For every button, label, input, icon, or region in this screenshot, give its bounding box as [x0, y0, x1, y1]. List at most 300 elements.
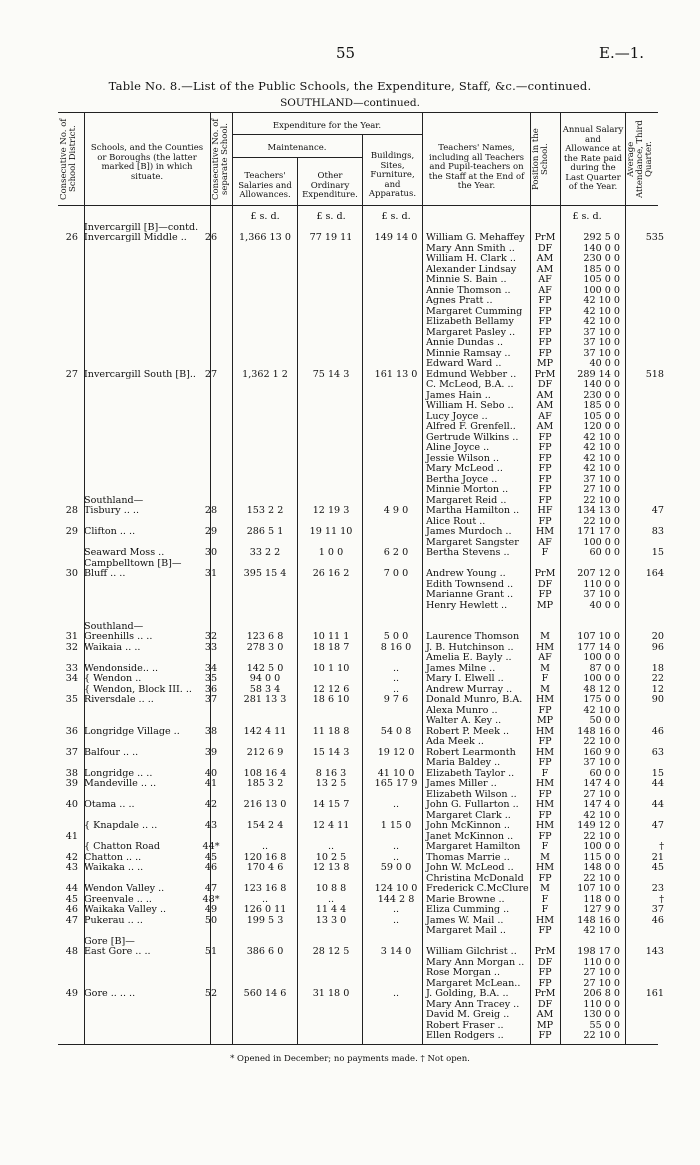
- position: MP: [536, 599, 554, 611]
- school-district-no: 31: [65, 631, 78, 642]
- teacher-name: Robert Learmonth: [426, 746, 516, 758]
- annual-salary: 134 13 0: [577, 505, 620, 516]
- col-head-school: Schools, and the Counties or Boroughs (the latter marked [B]) in which situate.: [90, 143, 204, 182]
- annual-salary: 148 16 0: [577, 914, 620, 926]
- annual-salary: 171 17 0: [577, 526, 620, 537]
- teacher-name: James Milne ..: [426, 662, 496, 674]
- position: FP: [538, 788, 552, 800]
- teacher-name: Jessie Wilson ..: [426, 452, 500, 464]
- annual-salary: 130 0 0: [583, 1009, 620, 1020]
- position: HM: [535, 778, 555, 789]
- teacher-name: Frederick C.McClure: [426, 883, 529, 894]
- teacher-name: Margaret Clark ..: [426, 809, 511, 821]
- teacher-name: Mary Ann Tracey ..: [426, 998, 520, 1010]
- other-expenditure: 12 12 6: [312, 683, 350, 695]
- sal-unit: £ s. d.: [250, 211, 280, 222]
- position: HM: [535, 526, 555, 537]
- teacher-name: Lucy Joyce ..: [426, 410, 488, 422]
- position: HM: [535, 725, 555, 737]
- salaries-amount: 560 14 6: [243, 988, 287, 999]
- salaries-amount: 123 16 8: [243, 883, 287, 894]
- buildings-amount: ..: [392, 914, 400, 926]
- teacher-name: Robert Fraser ..: [426, 1019, 504, 1031]
- teacher-name: Alexa Munro ..: [426, 704, 498, 716]
- teacher-name: Janet McKinnon ..: [426, 830, 514, 842]
- school-name: Wendon Valley ..: [84, 883, 165, 894]
- teacher-name: Mary Ann Morgan ..: [426, 956, 525, 968]
- other-expenditure: 11 4 4: [315, 904, 347, 915]
- other-expenditure: 26 16 2: [312, 568, 350, 579]
- oth-unit: £ s. d.: [316, 211, 346, 222]
- position: FP: [538, 515, 552, 527]
- attendance: 46: [651, 914, 664, 926]
- annual-salary: 42 10 0: [583, 442, 620, 453]
- buildings-amount: 54 0 8: [380, 725, 412, 737]
- school-district-no: 43: [65, 862, 78, 873]
- school-district-no: 39: [65, 778, 78, 789]
- attendance: 164: [645, 568, 664, 579]
- position: FP: [538, 347, 552, 359]
- salaries-amount: 1,366 13 0: [239, 232, 291, 243]
- school-name: Riversdale .. ..: [84, 694, 154, 705]
- attendance: 20: [651, 631, 664, 642]
- position: PrM: [534, 946, 556, 957]
- annual-salary: 198 17 0: [577, 946, 620, 957]
- annual-salary: 100 0 0: [583, 284, 620, 296]
- other-expenditure: 13 2 5: [315, 778, 347, 789]
- teacher-name: Ada Meek ..: [426, 736, 484, 747]
- teacher-name: Amelia E. Bayly ..: [426, 652, 512, 663]
- annual-salary: 148 16 0: [577, 725, 620, 737]
- salaries-amount: 94 0 0: [249, 673, 281, 684]
- salaries-amount: 33 2 2: [249, 547, 281, 558]
- col-rule: [625, 112, 626, 1044]
- teacher-name: Alfred F. Grenfell..: [426, 421, 516, 432]
- attendance: 47: [651, 820, 664, 831]
- separate-school-no: 48*: [202, 893, 220, 905]
- position: AM: [536, 253, 554, 264]
- school-name: Tisbury .. ..: [84, 505, 140, 516]
- teacher-name: John W. McLeod ..: [426, 862, 514, 873]
- school-district-no: 33: [65, 662, 78, 674]
- col-head-district-no: Consecutive No. of School District.: [59, 118, 78, 200]
- buildings-amount: 41 10 0: [377, 767, 415, 779]
- position: M: [540, 662, 550, 674]
- annual-salary: 50 0 0: [589, 715, 620, 726]
- school-name: Longridge Village ..: [84, 725, 180, 737]
- attendance: 15: [651, 547, 664, 558]
- school-name: Southland—: [84, 620, 144, 632]
- attendance: 37: [651, 904, 664, 915]
- annual-salary: 55 0 0: [589, 1019, 620, 1031]
- annual-salary: 107 10 0: [577, 883, 620, 894]
- school-district-no: 32: [65, 641, 78, 653]
- school-district-no: 28: [65, 505, 78, 516]
- col-head-buildings: Buildings, Sites, Furniture, and Apparatus.: [368, 151, 417, 199]
- annual-salary: 42 10 0: [583, 463, 620, 474]
- school-name: Invercargill [B]—contd.: [84, 221, 199, 233]
- position: FP: [538, 967, 552, 978]
- separate-school-no: 29: [204, 526, 218, 537]
- teacher-name: Agnes Pratt ..: [426, 295, 493, 306]
- attendance: 21: [651, 851, 664, 863]
- annual-salary: 147 4 0: [583, 778, 620, 789]
- other-expenditure: 11 18 8: [312, 725, 350, 737]
- teacher-name: Andrew Young ..: [426, 568, 506, 579]
- teacher-name: Ellen Rodgers ..: [426, 1030, 504, 1041]
- attendance: 12: [651, 683, 664, 695]
- attendance: 63: [651, 746, 664, 758]
- annual-salary: 105 0 0: [583, 274, 620, 285]
- school-name: Bluff .. ..: [84, 568, 126, 579]
- attendance: 143: [645, 946, 664, 957]
- buildings-amount: 4 9 0: [383, 505, 409, 516]
- other-expenditure: ..: [327, 893, 335, 905]
- teacher-name: Annie Thomson ..: [426, 284, 511, 296]
- school-name: Pukerau .. ..: [84, 914, 143, 926]
- buildings-amount: 1 15 0: [380, 820, 412, 831]
- separate-school-no: 35: [204, 673, 218, 684]
- annual-salary: 110 0 0: [583, 998, 620, 1010]
- salaries-amount: 58 3 4: [249, 683, 281, 695]
- annual-salary: 175 0 0: [583, 694, 620, 705]
- position: FP: [538, 316, 552, 327]
- annual-salary: 100 0 0: [583, 673, 620, 684]
- separate-school-no: 47: [204, 883, 218, 894]
- annual-salary: 48 12 0: [583, 683, 620, 695]
- separate-school-no: 39: [204, 746, 218, 758]
- teacher-name: C. McLeod, B.A. ..: [426, 379, 514, 390]
- salaries-amount: 395 15 4: [243, 568, 287, 579]
- position: PrM: [534, 988, 556, 999]
- school-district-no: 46: [65, 904, 78, 915]
- position: AM: [536, 1009, 554, 1020]
- separate-school-no: 26: [204, 232, 218, 243]
- col-head-salaries: Teachers' Salaries and Allowances.: [238, 171, 292, 200]
- separate-school-no: 34: [204, 662, 218, 674]
- other-expenditure: 31 18 0: [312, 988, 350, 999]
- position: MP: [536, 715, 554, 726]
- annual-salary: 60 0 0: [589, 547, 620, 558]
- table-subtitle: SOUTHLAND—continued.: [280, 97, 420, 109]
- annual-salary: 289 14 0: [577, 368, 620, 380]
- page-number: 55: [336, 44, 356, 62]
- school-name: { Knapdale .. ..: [84, 820, 158, 831]
- position: PrM: [534, 232, 556, 243]
- attendance: 46: [651, 725, 664, 737]
- annual-salary: 160 9 0: [583, 746, 620, 758]
- school-district-no: 40: [65, 799, 78, 810]
- position: MP: [536, 1019, 554, 1031]
- position: FP: [538, 757, 552, 768]
- teacher-name: Christina McDonald: [426, 872, 524, 884]
- teacher-name: Eliza Cumming ..: [426, 904, 510, 915]
- teacher-name: Elizabeth Bellamy: [426, 316, 514, 327]
- annual-salary: 22 10 0: [583, 1030, 620, 1041]
- position: FP: [538, 1030, 552, 1041]
- footnote: * Opened in December; no payments made. † Not open.: [230, 1054, 470, 1064]
- position: FP: [538, 442, 552, 453]
- teacher-name: Maria Baldey ..: [426, 757, 501, 768]
- separate-school-no: 38: [204, 725, 218, 737]
- table-title: Table No. 8.—List of the Public Schools, the Expenditure, Staff, &c.—continued.: [108, 79, 592, 93]
- teacher-name: William Gilchrist ..: [426, 946, 517, 957]
- position: FP: [538, 484, 552, 495]
- school-name: Invercargill South [B]..: [84, 368, 196, 380]
- other-expenditure: 75 14 3: [312, 368, 350, 380]
- col-head-maintenance: Maintenance.: [267, 143, 327, 153]
- page-reference: E.—1.: [599, 44, 645, 62]
- attendance: 22: [651, 673, 664, 684]
- other-expenditure: 10 1 10: [312, 662, 350, 674]
- teacher-name: James Hain ..: [426, 389, 491, 401]
- col-rule: [560, 112, 561, 1044]
- teacher-name: Robert P. Meek ..: [426, 725, 510, 737]
- teacher-name: Minnie Morton ..: [426, 484, 509, 495]
- header-top-rule: [58, 112, 658, 113]
- attendance: 83: [651, 526, 664, 537]
- separate-school-no: 41: [204, 778, 218, 789]
- salaries-amount: 281 13 3: [243, 694, 287, 705]
- annual-salary: 40 0 0: [589, 358, 620, 369]
- teacher-name: Edith Townsend ..: [426, 578, 514, 590]
- position: DF: [537, 956, 553, 968]
- buildings-amount: 19 12 0: [377, 746, 415, 758]
- annual-salary: 42 10 0: [583, 305, 620, 317]
- attendance: 96: [651, 641, 664, 653]
- position: AM: [536, 263, 554, 275]
- annual-salary: 37 10 0: [583, 347, 620, 359]
- annual-salary: 127 9 0: [583, 904, 620, 915]
- position: F: [541, 904, 549, 915]
- salaries-amount: 278 3 0: [246, 641, 284, 653]
- position: HM: [535, 914, 555, 926]
- other-expenditure: 19 11 10: [309, 526, 353, 537]
- annual-salary: 110 0 0: [583, 578, 620, 590]
- annual-salary: 22 10 0: [583, 515, 620, 527]
- separate-school-no: 33: [204, 641, 218, 653]
- salaries-amount: 120 16 8: [243, 851, 287, 863]
- buildings-amount: 3 14 0: [380, 946, 412, 957]
- buildings-amount: ..: [392, 841, 400, 852]
- position: DF: [537, 379, 553, 390]
- position: FP: [538, 830, 552, 842]
- salaries-amount: 142 5 0: [246, 662, 284, 674]
- position: M: [540, 883, 550, 894]
- position: PrM: [534, 368, 556, 380]
- teacher-name: Donald Munro, B.A.: [426, 694, 523, 705]
- annual-salary: 42 10 0: [583, 704, 620, 716]
- teacher-name: Margaret Cumming: [426, 305, 523, 317]
- position: F: [541, 841, 549, 852]
- school-name: Greenhills .. ..: [84, 631, 153, 642]
- position: AF: [538, 536, 552, 548]
- salaries-amount: 216 13 0: [243, 799, 287, 810]
- school-name: Wendonside.. ..: [84, 662, 159, 674]
- school-name: Waikaka .. ..: [84, 862, 144, 873]
- teacher-name: Mary I. Elwell ..: [426, 673, 504, 684]
- buildings-amount: 124 10 0: [374, 883, 418, 894]
- teacher-name: Edward Ward ..: [426, 358, 502, 369]
- school-name: Southland—: [84, 494, 144, 506]
- other-expenditure: 18 18 7: [312, 641, 350, 653]
- position: AF: [538, 284, 552, 296]
- annual-salary: 37 10 0: [583, 473, 620, 485]
- annual-salary: 22 10 0: [583, 830, 620, 842]
- annual-salary: 149 12 0: [577, 820, 620, 831]
- position: FP: [538, 295, 552, 306]
- salaries-amount: 123 6 8: [246, 631, 284, 642]
- position: FP: [538, 337, 552, 348]
- buildings-amount: ..: [392, 683, 400, 695]
- attendance: 44: [651, 778, 664, 789]
- other-expenditure: 77 19 11: [309, 232, 353, 243]
- position: AM: [536, 389, 554, 401]
- school-name: Gore .. .. ..: [84, 988, 136, 999]
- position: FP: [538, 326, 552, 338]
- position: M: [540, 851, 550, 863]
- teacher-name: Minnie S. Bain ..: [426, 274, 507, 285]
- annual-salary: 185 0 0: [583, 263, 620, 275]
- teacher-name: Bertha Joyce ..: [426, 473, 498, 485]
- position: F: [541, 547, 549, 558]
- position: FP: [538, 589, 552, 600]
- teacher-name: John G. Fullarton ..: [426, 799, 519, 810]
- position: FP: [538, 872, 552, 884]
- annual-salary: 206 8 0: [583, 988, 620, 999]
- buildings-amount: 149 14 0: [374, 232, 418, 243]
- position: F: [541, 893, 549, 905]
- buildings-amount: 9 7 6: [383, 694, 409, 705]
- annual-salary: 27 10 0: [583, 977, 620, 989]
- buildings-amount: 5 0 0: [383, 631, 409, 642]
- separate-school-no: 37: [204, 694, 218, 705]
- annual-salary: 42 10 0: [583, 809, 620, 821]
- col-rule: [530, 112, 531, 1044]
- separate-school-no: 52: [204, 988, 218, 999]
- annual-salary: 27 10 0: [583, 484, 620, 495]
- school-name: Balfour .. ..: [84, 746, 139, 758]
- buildings-amount: ..: [392, 904, 400, 915]
- annual-salary: 107 10 0: [577, 631, 620, 642]
- teacher-name: Laurence Thomson: [426, 631, 520, 642]
- annual-salary: 37 10 0: [583, 757, 620, 768]
- buildings-amount: ..: [392, 799, 400, 810]
- school-district-no: 48: [65, 946, 78, 957]
- teacher-name: Margaret Pasley ..: [426, 326, 516, 338]
- teacher-name: Mary McLeod ..: [426, 463, 503, 474]
- expenditure-rule: [232, 134, 422, 135]
- col-head-position: Position in the School.: [531, 128, 550, 190]
- position: FP: [538, 452, 552, 464]
- teacher-name: Margaret Mail ..: [426, 925, 506, 936]
- attendance: 15: [651, 767, 664, 779]
- teacher-name: Walter A. Key ..: [426, 715, 502, 726]
- teacher-name: Margaret Sangster: [426, 536, 519, 548]
- teacher-name: Elizabeth Taylor ..: [426, 767, 515, 779]
- other-expenditure: 18 6 10: [312, 694, 350, 705]
- school-district-no: 26: [65, 232, 78, 243]
- position: AM: [536, 421, 554, 432]
- position: M: [540, 631, 550, 642]
- teacher-name: Thomas Marrie ..: [426, 851, 510, 863]
- other-expenditure: 10 2 5: [315, 851, 347, 863]
- separate-school-no: 31: [204, 568, 218, 579]
- position: HM: [535, 641, 555, 653]
- school-name: Clifton .. ..: [84, 526, 136, 537]
- bld-unit: £ s. d.: [381, 211, 411, 222]
- separate-school-no: 40: [204, 767, 218, 779]
- buildings-amount: ..: [392, 988, 400, 999]
- buildings-amount: 144 2 8: [377, 893, 415, 905]
- buildings-amount: 165 17 9: [374, 778, 418, 789]
- position: HM: [535, 799, 555, 810]
- teacher-name: Alexander Lindsay: [426, 263, 517, 275]
- position: FP: [538, 473, 552, 485]
- school-district-no: 35: [65, 694, 78, 705]
- school-district-no: 37: [65, 746, 78, 758]
- school-name: { Chatton Road: [84, 841, 160, 852]
- school-district-no: 38: [65, 767, 78, 779]
- salaries-amount: 212 6 9: [246, 746, 284, 758]
- annual-salary: 37 10 0: [583, 326, 620, 338]
- other-expenditure: 14 15 7: [312, 799, 350, 810]
- buildings-amount: 7 0 0: [383, 568, 409, 579]
- col-head-other: Other Ordinary Expenditure.: [302, 171, 358, 200]
- school-name: Waikaia .. ..: [84, 641, 141, 653]
- position: AF: [538, 274, 552, 285]
- buildings-amount: 8 16 0: [380, 641, 412, 653]
- separate-school-no: 43: [204, 820, 218, 831]
- annual-salary: 37 10 0: [583, 589, 620, 600]
- position: MP: [536, 358, 554, 369]
- attendance: †: [659, 841, 664, 852]
- attendance: †: [659, 893, 664, 905]
- teacher-name: Edmund Webber ..: [426, 368, 517, 380]
- position: FP: [538, 463, 552, 474]
- teacher-name: David M. Greig ..: [426, 1009, 510, 1020]
- teacher-name: Margaret Hamilton: [426, 841, 521, 852]
- attendance: 90: [651, 694, 664, 705]
- other-expenditure: ..: [327, 841, 335, 852]
- other-expenditure: 12 4 11: [312, 820, 350, 831]
- teacher-name: J. B. Hutchinson ..: [426, 641, 514, 653]
- other-expenditure: 12 13 8: [312, 862, 350, 873]
- teacher-name: William H. Clark ..: [426, 253, 516, 264]
- salaries-amount: 286 5 1: [246, 526, 284, 537]
- annual-salary: 148 0 0: [583, 862, 620, 873]
- salaries-amount: 170 4 6: [246, 862, 284, 873]
- position: FP: [538, 431, 552, 443]
- other-expenditure: 13 3 0: [315, 914, 347, 926]
- buildings-amount: ..: [392, 673, 400, 684]
- col-head-salary: Annual Salary and Allowance at the Rate paid during the Last Quarter of the Year.: [562, 125, 624, 192]
- teacher-name: William G. Mehaffey: [426, 232, 525, 243]
- other-expenditure: 12 19 3: [312, 505, 350, 516]
- other-expenditure: 10 11 1: [312, 631, 350, 642]
- school-district-no: 44: [65, 883, 78, 894]
- position: FP: [538, 736, 552, 747]
- annual-salary: 147 4 0: [583, 799, 620, 810]
- salaries-amount: 154 2 4: [246, 820, 284, 831]
- school-district-no: 49: [65, 988, 78, 999]
- annual-salary: 22 10 0: [583, 494, 620, 506]
- school-name: Longridge .. ..: [84, 767, 153, 779]
- header-bottom-rule: [58, 205, 658, 206]
- separate-school-no: 49: [204, 904, 218, 915]
- separate-school-no: 45: [204, 851, 218, 863]
- school-name: Otama .. ..: [84, 799, 135, 810]
